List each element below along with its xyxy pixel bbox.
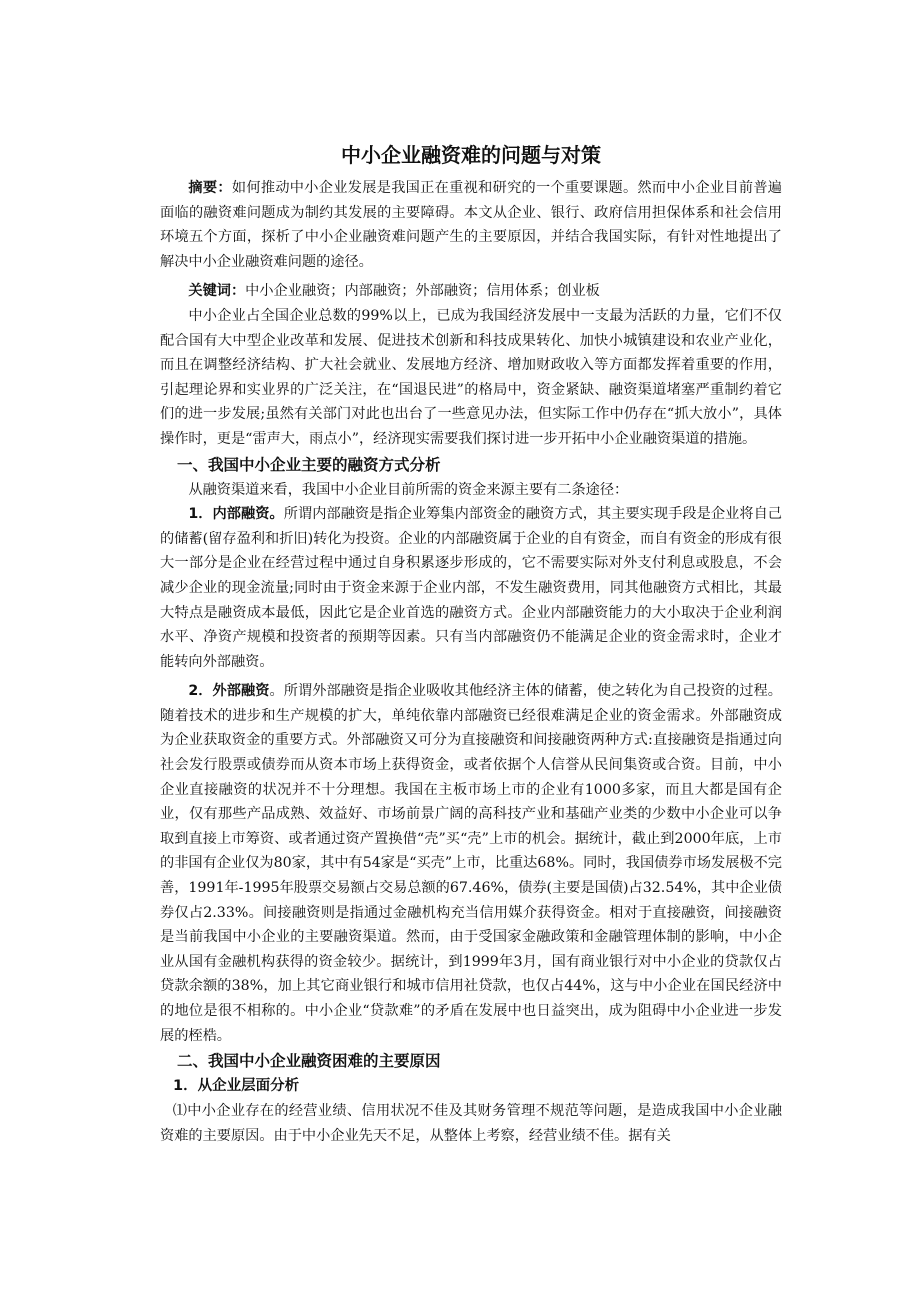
keywords-label: 关键词：: [188, 283, 246, 300]
section-heading-2: 二、我国中小企业融资困难的主要原因: [177, 1052, 441, 1071]
subsection-heading-1: 1．从企业层面分析: [173, 1078, 300, 1095]
section1-intro-paragraph: 从融资渠道来看，我国中小企业目前所需的资金来源主要有二条途径：: [188, 481, 629, 498]
external-financing-text: 。所谓外部融资是指企业吸收其他经济主体的储蓄，使之转化为自己投资的过程。随着技术的进步和生产规模的扩大，单纯依靠内部融资已经很难满足企业的资金需求。外部融资成为企业获取资金的重要方式。外部融资又可分为直接融资和间接融资两种方式:直接融资是指通过向社会发行股票或债券而从资本市场上获得资金，或者依据个人信誉从民间集资或合资。目前，中小企业直接融资的状况并不十分理想。我国在主板市场上市的企业有1000多家，而且大都是国有企业，仅有那些产品成熟、效益好、市场前景广阔的高科技产业和基础产业类的少数中小企业可以争取到直接上市筹资、或者通过资产置换借“壳”买“壳”上市的机会。据统计，截止到2000年底，上市的非国有企业仅为80家，其中有54家是“买壳”上市，比重达68%。同时，我国债券市场发展极不完善，1991年-1995年股票交易额占交易总额的67.46%，债券(主要是国债)占32.54%，其中企业债券仅占2.33%。间接融资则是指通过金融机构充当信用媒介获得资金。相对于直接融资，间接融资是当前我国中小企业的主要融资渠道。然而，由于受国家金融政策和金融管理体制的影响，中小企业从国有金融机构获得的资金较少。据统计，到1999年3月，国有商业银行对中小企业的贷款仅占贷款余额的38%，加上其它商业银行和城市信用社贷款，也仅占44%，这与中小企业在国民经济中的地位是很不相称的。中小企业“贷款难”的矛盾在发展中也日益突出，成为阻碍中小企业进一步发展的桎梏。: [160, 683, 782, 1044]
abstract-label: 摘要：: [188, 180, 232, 196]
internal-financing-label: 1．内部融资。: [188, 506, 284, 523]
abstract-paragraph: [160, 176, 782, 274]
enterprise-analysis-paragraph: ⑴中小企业存在的经营业绩、信用状况不佳及其财务管理不规范等问题，是造成我国中小企业融资难的主要原因。由于中小企业先天不足，从整体上考察，经营业绩不佳。据有关: [160, 1103, 782, 1144]
internal-financing-paragraph: [160, 502, 782, 674]
abstract-text: 如何推动中小企业发展是我国正在重视和研究的一个重要课题。然而中小企业目前普遍面临的融资难问题成为制约其发展的主要障碍。本文从企业、银行、政府信用担保体系和社会信用环境五个方面，探析了中小企业融资难问题产生的主要原因，并结合我国实际，有针对性地提出了解决中小企业融资难问题的途径。: [160, 180, 782, 270]
document-title: 中小企业融资难的问题与对策: [341, 143, 601, 167]
document-page: [160, 140, 782, 1148]
external-financing-paragraph: [160, 679, 782, 1048]
external-financing-label: 2．外部融资: [188, 683, 270, 700]
keywords-paragraph: [160, 279, 782, 304]
internal-financing-text: 所谓内部融资是指企业筹集内部资金的融资方式，其主要实现手段是企业将自己的储蓄(留存盈利和折旧)转化为投资。企业的内部融资属于企业的自有资金，而自有资金的形成有很大一部分是企业在经营过程中通过自身积累逐步形成的，它不需要实际对外支付利息或股息，不会减少企业的现金流量;同时由于资金来源于企业内部，不发生融资费用，同其他融资方式相比，其最大特点是融资成本最低，因此它是企业首选的融资方式。企业内部融资能力的大小取决于企业利润水平、净资产规模和投资者的预期等因素。只有当内部融资仍不能满足企业的资金需求时，企业才能转向外部融资。: [160, 506, 782, 670]
section-heading-1: 一、我国中小企业主要的融资方式分析: [177, 455, 441, 474]
keywords-text: 中小企业融资；内部融资；外部融资；信用体系；创业板: [245, 283, 600, 300]
intro-paragraph: 中小企业占全国企业总数的99%以上，已成为我国经济发展中一支最为活跃的力量，它们不仅配合国有大中型企业改革和发展、促进技术创新和科技成果转化、加快小城镇建设和农业产业化，而且在调整经济结构、扩大社会就业、发展地方经济、增加财政收入等方面都发挥着重要的作用，引起理论界和实业界的广泛关注，在“国退民进”的格局中，资金紧缺、融资渠道堵塞严重制约着它们的进一步发展;虽然有关部门对此也出台了一些意见办法，但实际工作中仍存在“抓大放小”，具体操作时，更是“雷声大，雨点小”，经济现实需要我们探讨进一步开拓中小企业融资渠道的措施。: [160, 307, 782, 447]
